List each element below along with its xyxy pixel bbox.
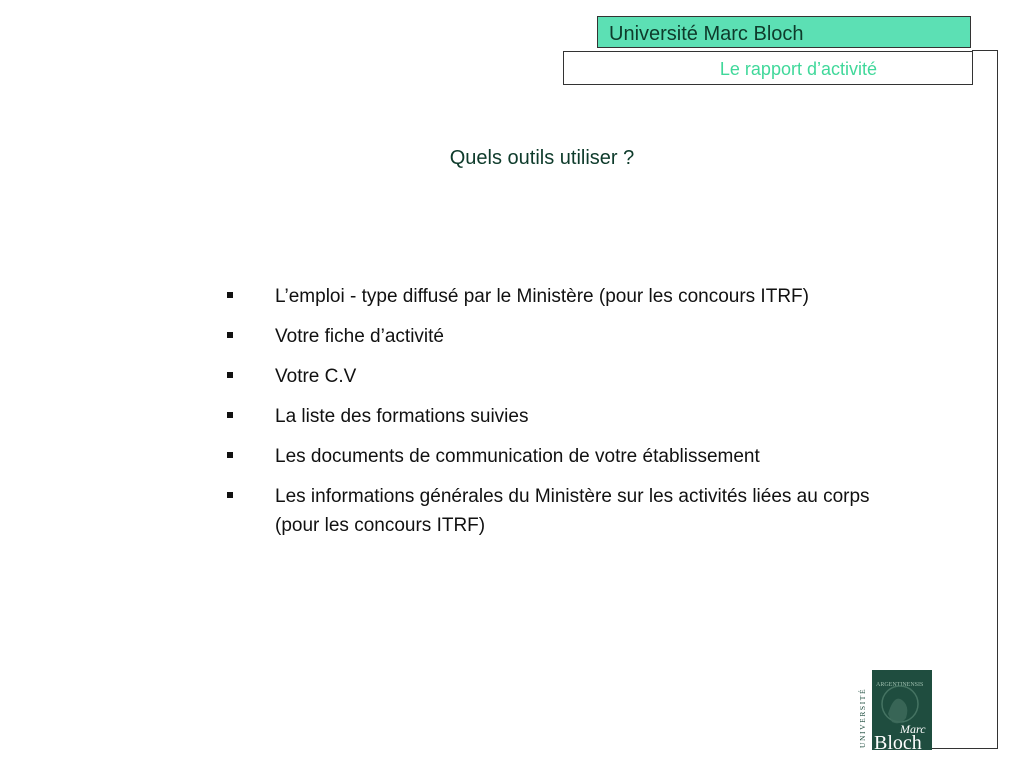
header-subtitle-box bbox=[563, 51, 973, 85]
bullet-item bbox=[225, 482, 875, 540]
bullet-item bbox=[225, 282, 875, 311]
logo-seal-text: ARGENTINENSIS bbox=[876, 682, 924, 688]
bullet-item bbox=[225, 362, 875, 391]
square-bullet-icon bbox=[227, 372, 233, 378]
bullet-text: Les informations générales du Ministère sur les activités liées au corps (pour les concours ITRF) bbox=[275, 486, 870, 536]
bullet-text: Votre fiche d’activité bbox=[275, 326, 444, 347]
bullet-text: La liste des formations suivies bbox=[275, 406, 529, 427]
slide-title: Quels outils utiliser ? bbox=[449, 147, 635, 169]
frame-top-connector bbox=[972, 50, 998, 51]
logo-side-text: UNIVERSITÉ bbox=[858, 687, 867, 748]
bullet-item bbox=[225, 402, 875, 431]
bullet-item bbox=[225, 322, 875, 351]
bullet-text: Votre C.V bbox=[275, 366, 357, 387]
square-bullet-icon bbox=[227, 332, 233, 338]
header-title-box bbox=[597, 16, 971, 48]
logo-name-bottom: Bloch bbox=[874, 732, 922, 750]
square-bullet-icon bbox=[227, 412, 233, 418]
university-logo bbox=[858, 670, 932, 750]
square-bullet-icon bbox=[227, 452, 233, 458]
square-bullet-icon bbox=[227, 292, 233, 298]
bullet-list bbox=[225, 282, 875, 551]
bullet-item bbox=[225, 442, 875, 471]
logo-name-top: Marc bbox=[900, 722, 926, 736]
bullet-text: Les documents de communication de votre établissement bbox=[275, 446, 760, 467]
bullet-text: L’emploi - type diffusé par le Ministère (pour les concours ITRF) bbox=[275, 286, 809, 307]
institution-name: Université Marc Bloch bbox=[609, 23, 804, 45]
section-title: Le rapport d’activité bbox=[719, 59, 877, 79]
square-bullet-icon bbox=[227, 492, 233, 498]
frame-bottom-border bbox=[930, 748, 998, 749]
